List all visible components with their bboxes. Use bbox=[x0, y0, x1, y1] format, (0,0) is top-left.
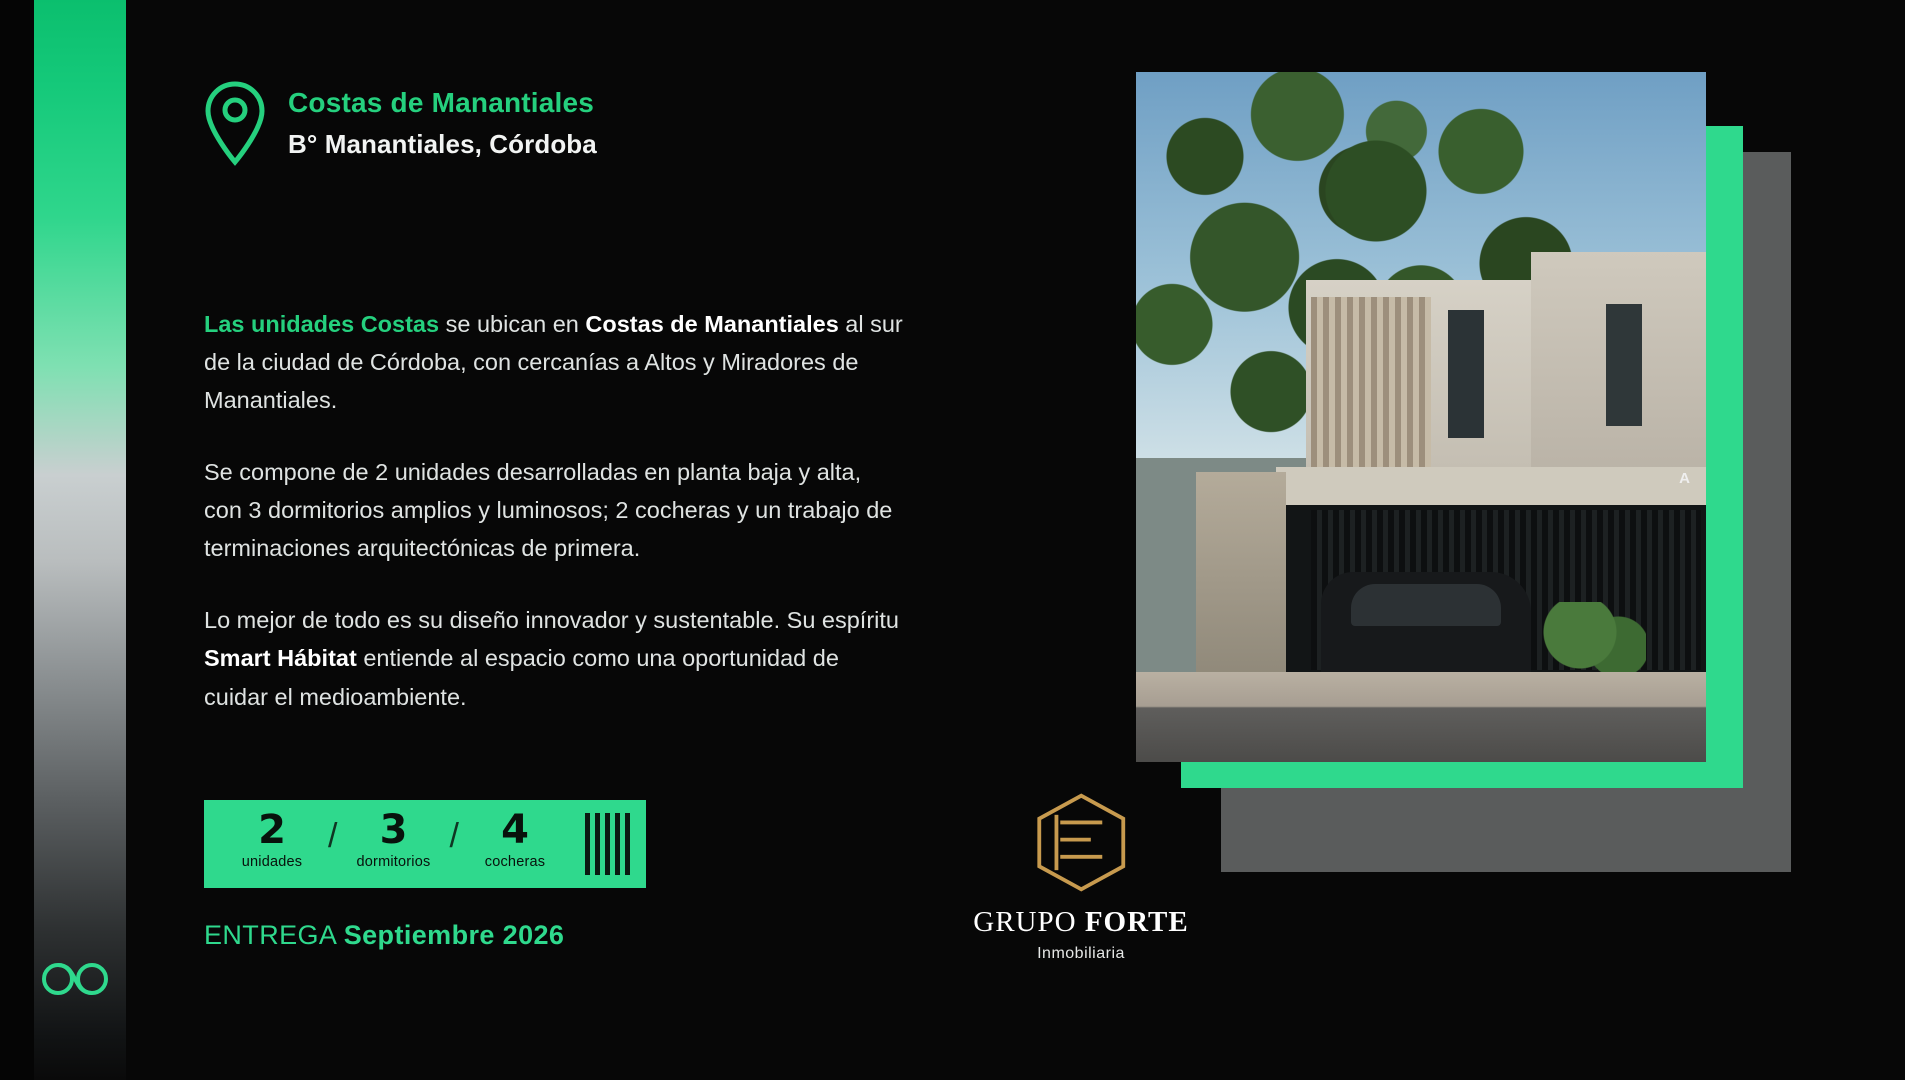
location-title: Costas de Manantiales bbox=[288, 87, 595, 118]
location-text bbox=[288, 78, 597, 160]
paragraph-3-bold: Smart Hábitat bbox=[204, 645, 357, 672]
brand-name-part2: FORTE bbox=[1084, 906, 1189, 938]
paragraph-1 bbox=[204, 305, 904, 419]
content-canvas bbox=[126, 0, 1905, 1080]
stat-cocheras-label: cocheras bbox=[484, 854, 546, 870]
photo-bush bbox=[1536, 602, 1646, 677]
paragraph-3-tail: entiende al espacio como una oportunidad de cuidar el medioambiente. bbox=[204, 645, 839, 710]
stats-bar bbox=[204, 800, 646, 888]
photo-car-windshield bbox=[1351, 584, 1501, 626]
loop-logo-icon bbox=[34, 956, 118, 1002]
photo-window-2 bbox=[1606, 304, 1642, 426]
stat-separator-1: / bbox=[328, 817, 338, 855]
paragraph-3-head: Lo mejor de todo es su diseño innovador y sustentable. Su espíritu bbox=[204, 607, 899, 634]
left-gradient-bar bbox=[0, 0, 126, 1080]
paragraph-3 bbox=[204, 601, 904, 715]
paragraph-1-bold: Costas de Manantiales bbox=[585, 311, 839, 337]
stat-separator-2: / bbox=[449, 817, 459, 855]
brand-name-part1: GRUPO bbox=[973, 906, 1085, 938]
description-copy bbox=[204, 305, 904, 716]
photo-wood-slats bbox=[1311, 297, 1431, 475]
map-pin-icon bbox=[204, 80, 266, 166]
delivery-line bbox=[204, 920, 564, 951]
photo-street bbox=[1136, 672, 1706, 762]
stat-unidades-value: 2 bbox=[258, 807, 286, 853]
grupo-forte-monogram-icon bbox=[1024, 790, 1139, 895]
location-subtitle: B° Manantiales, Córdoba bbox=[288, 128, 597, 159]
photo-window-1 bbox=[1448, 310, 1484, 438]
stat-unidades bbox=[216, 807, 328, 878]
delivery-label: ENTREGA bbox=[204, 920, 336, 950]
stat-dormitorios bbox=[337, 807, 449, 878]
paragraph-2: Se compone de 2 unidades desarrolladas en planta baja y alta, con 3 dormitorios amplios y luminosos; 2 cocheras y un trabajo de terminaciones arquitectónicas de primera. bbox=[204, 459, 893, 562]
brand-subtitle: Inmobiliaria bbox=[1037, 945, 1125, 962]
left-gutter-inner-strip bbox=[0, 0, 34, 1080]
stat-dormitorios-value: 3 bbox=[379, 807, 408, 853]
stat-cocheras bbox=[459, 807, 571, 878]
photo-stack bbox=[1136, 72, 1826, 1002]
location-header bbox=[204, 78, 597, 166]
stats-items bbox=[204, 807, 585, 878]
photo-unit-tag: A bbox=[1679, 470, 1690, 487]
stat-cocheras-value: 4 bbox=[501, 807, 529, 853]
paragraph-1-lead: Las unidades Costas bbox=[204, 311, 440, 337]
delivery-value: Septiembre 2026 bbox=[343, 920, 565, 950]
paragraph-1-tail: al sur de la ciudad de Córdoba, con cercanías a Altos y Miradores de Manantiales. bbox=[204, 311, 903, 414]
barcode-decoration-icon bbox=[585, 800, 646, 888]
stat-dormitorios-label: dormitorios bbox=[356, 854, 431, 870]
property-photo bbox=[1136, 72, 1706, 762]
stat-unidades-label: unidades bbox=[241, 854, 303, 870]
paragraph-1-mid: se ubican en bbox=[439, 311, 586, 337]
photo-concrete-slab bbox=[1276, 467, 1706, 505]
photo-left-wall bbox=[1196, 472, 1286, 687]
